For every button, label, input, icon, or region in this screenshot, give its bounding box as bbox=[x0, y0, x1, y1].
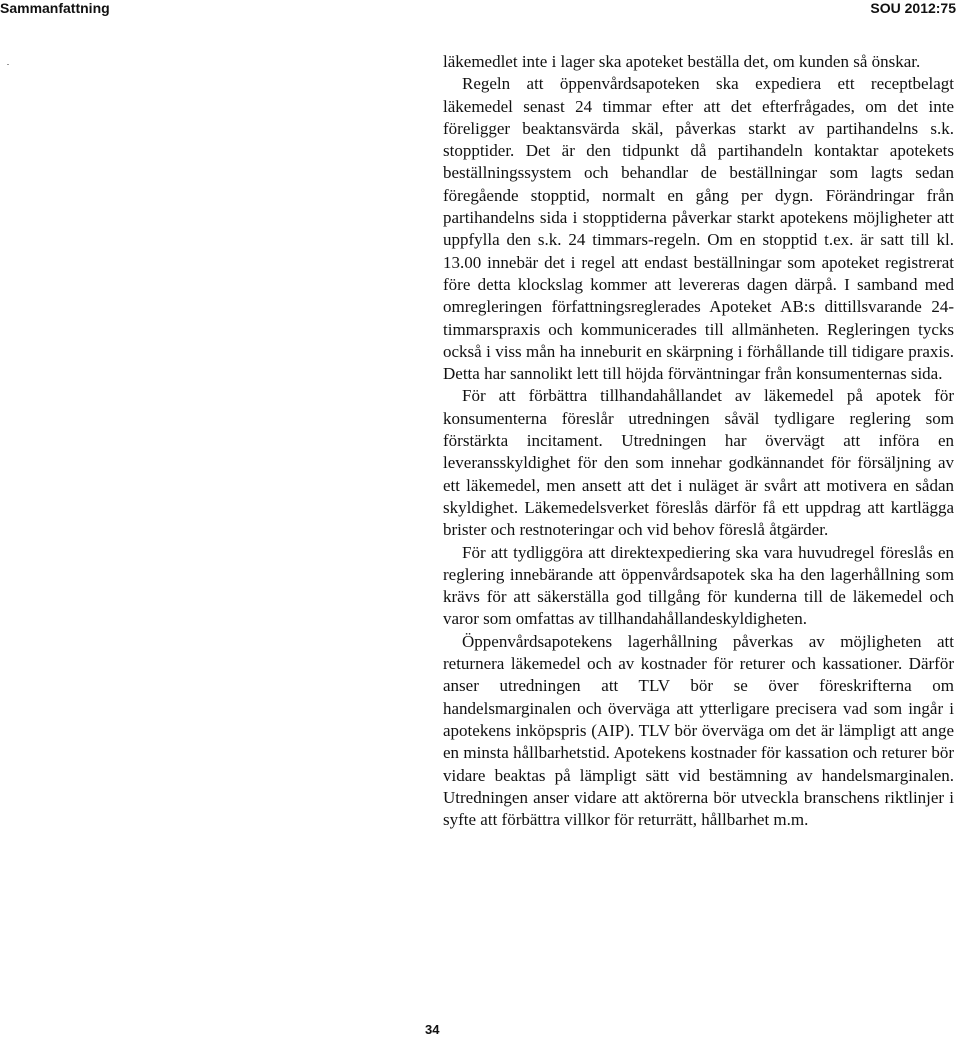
running-header bbox=[0, 0, 960, 24]
paragraph: För att tydliggöra att direktexpediering ska vara huvudregel föreslås en reglering innebärande att öppenvårdsapotek ska ha den lagerhållning som krävs för att säkerställa god tillgång för kunderna till de läkemedel och varor som omfattas av tillhandahållandeskyldigheten. bbox=[443, 542, 954, 629]
paragraph: För att förbättra tillhandahållandet av läkemedel på apotek för konsumenterna föreslår utredningen såväl tydligare reglering som förstärkta incitament. Utredningen har övervägt att införa en leveransskyldighet för den som innehar godkännandet för försäljning av ett läkemedel, men ansett att det i nuläget är svårt att motivera en sådan skyldighet. Läkemedelsverket föreslås därför få ett uppdrag att kartlägga brister och restnoteringar och vid behov föreslå åtgärder. bbox=[443, 386, 954, 540]
paragraph: läkemedlet inte i lager ska apoteket beställa det, om kunden så önskar. bbox=[443, 52, 921, 71]
paragraph: Regeln att öppenvårdsapoteken ska expediera ett receptbelagt läkemedel senast 24 timmar efter att det efterfrågades, om det inte föreligger beaktansvärda skäl, påverkas starkt av partihandelns s.k. stopptider. Det är den tidpunkt då partihandeln kontaktar apotekets beställningssystem och behandlar de beställningar som lagts sedan föregående stopptid, normalt en gång per dygn. Förändringar från partihandelns sida i stopptiderna påverkar starkt apotekens möjligheter att uppfylla den s.k. 24 timmars-regeln. Om en stopptid t.ex. är satt till kl. 13.00 innebär det i regel att endast beställningar som apoteket registrerat före detta klockslag kommer att levereras dagen därpå. I samband med omregleringen författningsreglerades Apoteket AB:s dittillsvarande 24-timmarspraxis och kommunicerades till allmänheten. Regleringen tycks också i viss mån ha inneburit en skärpning i förhållande till tidigare praxis. Detta har sannolikt lett till höjda förväntningar från konsumenternas sida. bbox=[443, 74, 954, 384]
page-number: 34 bbox=[425, 1022, 440, 1037]
paragraph: Öppenvårdsapotekens lagerhållning påverkas av möjligheten att returnera läkemedel och av kostnader för returer och kassationer. Därför anser utredningen att TLV bör se över föreskrifterna om handelsmarginalen och överväga att ytterligare precisera vad som ingår i apotekens inköpspris (AIP). TLV bör överväga om det är lämpligt att ange en minsta hållbarhetstid. Apotekens kostnader för kassation och returer bör vidare beaktas på lämpligt sätt vid bestämning av handelsmarginalen. Utredningen anser vidare att aktörerna bör utveckla branschens riktlinjer i syfte att förbättra villkor för returrätt, hållbarhet m.m. bbox=[443, 631, 954, 830]
scan-speck bbox=[7, 64, 9, 65]
report-number: SOU 2012:75 bbox=[870, 0, 956, 16]
section-title: Sammanfattning bbox=[0, 0, 110, 16]
body-text bbox=[443, 51, 954, 831]
